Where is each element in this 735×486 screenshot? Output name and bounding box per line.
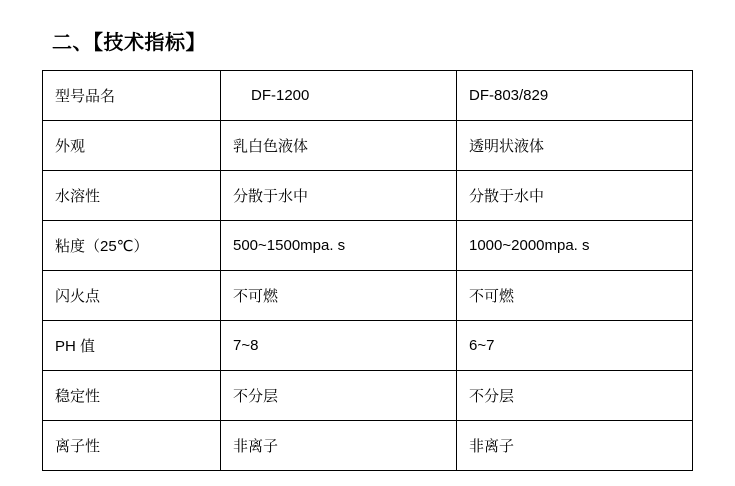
row-value-2: 不分层 — [457, 371, 693, 421]
row-value-2: 6~7 — [457, 321, 693, 371]
row-value-2: 透明状液体 — [457, 121, 693, 171]
row-value-2: 1000~2000mpa. s — [457, 221, 693, 271]
row-value-1: 乳白色液体 — [221, 121, 457, 171]
row-value-1: 分散于水中 — [221, 171, 457, 221]
row-label: 闪火点 — [43, 271, 221, 321]
row-value-2: 不可燃 — [457, 271, 693, 321]
row-label: 水溶性 — [43, 171, 221, 221]
table-row — [43, 171, 693, 221]
table-row — [43, 321, 693, 371]
row-value-1: 非离子 — [221, 421, 457, 471]
table-row — [43, 221, 693, 271]
row-label: PH 值 — [43, 321, 221, 371]
section-heading: 二、【技术指标】 — [52, 32, 206, 54]
row-value-2: 分散于水中 — [457, 171, 693, 221]
row-value-1: 7~8 — [221, 321, 457, 371]
row-value-1: 不分层 — [221, 371, 457, 421]
row-value-1: DF-1200 — [221, 71, 457, 121]
row-value-2: 非离子 — [457, 421, 693, 471]
row-label: 粘度（25℃） — [43, 221, 221, 271]
table-row — [43, 421, 693, 471]
row-label: 离子性 — [43, 421, 221, 471]
table-row — [43, 371, 693, 421]
row-label: 外观 — [43, 121, 221, 171]
row-value-2: DF-803/829 — [457, 71, 693, 121]
row-label: 稳定性 — [43, 371, 221, 421]
row-value-1: 500~1500mpa. s — [221, 221, 457, 271]
row-value-1: 不可燃 — [221, 271, 457, 321]
table-row — [43, 71, 693, 121]
table-row — [43, 121, 693, 171]
row-label: 型号品名 — [43, 71, 221, 121]
table-row — [43, 271, 693, 321]
technical-specs-table — [42, 70, 693, 471]
